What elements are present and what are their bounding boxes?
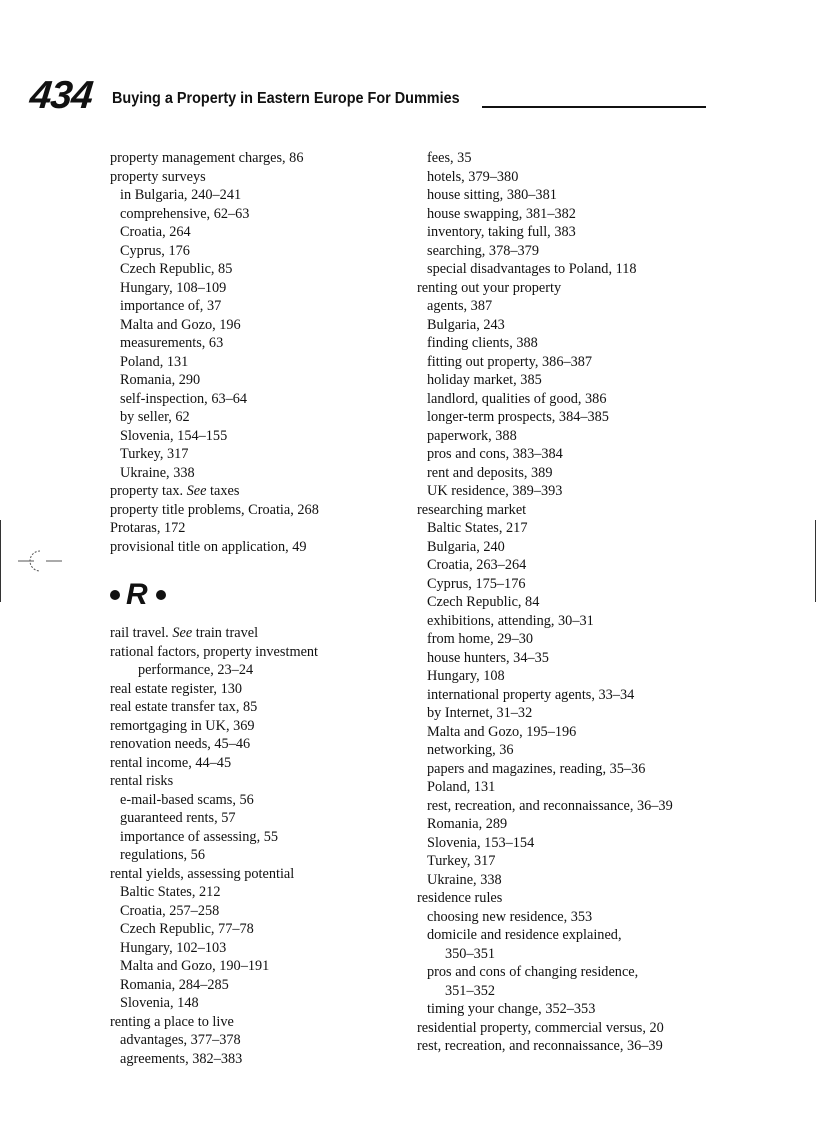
index-entry: self-inspection, 63–64 (120, 390, 248, 407)
index-entry: pros and cons of changing residence, (427, 964, 639, 980)
index-entry: Malta and Gozo, 190–191 (120, 958, 270, 974)
index-column-left (110, 149, 400, 1068)
index-entry: residence rules (417, 890, 503, 906)
index-entry: Cyprus, 175–176 (427, 575, 526, 592)
index-entry: rest, recreation, and reconnaissance, 36–39 (427, 797, 673, 814)
index-entry: pros and cons, 383–384 (427, 446, 563, 462)
index-entry: rental risks (110, 773, 174, 789)
index-entry: regulations, 56 (120, 847, 205, 863)
index-entry: 350–351 (445, 945, 496, 962)
index-entry: rent and deposits, 389 (427, 464, 553, 481)
index-entry: 351–352 (445, 982, 496, 999)
index-entry: Romania, 289 (427, 816, 508, 832)
index-entry: importance of, 37 (120, 298, 222, 314)
index-entry: from home, 29–30 (427, 631, 534, 647)
index-entry: provisional title on application, 49 (110, 538, 307, 555)
index-entry: Hungary, 102–103 (120, 939, 227, 956)
index-entry: hotels, 379–380 (427, 168, 519, 185)
index-entry: property surveys (110, 168, 206, 185)
index-entry: rental yields, assessing potential (110, 865, 295, 882)
index-entry: house swapping, 381–382 (427, 205, 576, 222)
index-entry: Protaras, 172 (110, 520, 186, 536)
index-entry: comprehensive, 62–63 (120, 205, 250, 222)
index-entry: by seller, 62 (120, 409, 190, 425)
index-entry: exhibitions, attending, 30–31 (427, 612, 594, 629)
index-column-right (417, 149, 727, 1056)
section-heading-r (110, 568, 400, 620)
index-entry: inventory, taking full, 383 (427, 224, 576, 240)
crop-registration-icon (18, 548, 64, 574)
index-entry: property tax. See taxes (110, 483, 240, 499)
index-entry: importance of assessing, 55 (120, 828, 279, 845)
index-entries-r (110, 624, 400, 1068)
index-entry: Malta and Gozo, 196 (120, 316, 241, 333)
index-entry: e-mail-based scams, 56 (120, 791, 254, 808)
index-entry: choosing new residence, 353 (427, 908, 593, 925)
index-entry: researching market (417, 501, 527, 518)
index-entry: Slovenia, 148 (120, 995, 199, 1011)
index-entry: Czech Republic, 77–78 (120, 921, 254, 937)
index-entry: UK residence, 389–393 (427, 483, 563, 499)
index-entry: agents, 387 (427, 298, 493, 314)
index-entry: fitting out property, 386–387 (427, 353, 593, 370)
index-entry: in Bulgaria, 240–241 (120, 187, 242, 203)
bullet-dot-icon (156, 590, 166, 600)
index-entry: landlord, qualities of good, 386 (427, 390, 607, 407)
index-entry: searching, 378–379 (427, 242, 539, 259)
index-entry: renovation needs, 45–46 (110, 736, 251, 752)
index-entry: property management charges, 86 (110, 150, 304, 166)
index-entry: renting out your property (417, 279, 562, 296)
index-entry: house sitting, 380–381 (427, 187, 557, 203)
index-entry: rail travel. See train travel (110, 625, 259, 641)
index-entry: Romania, 290 (120, 372, 201, 388)
index-entry: Slovenia, 153–154 (427, 834, 535, 851)
index-entry: guaranteed rents, 57 (120, 810, 236, 826)
index-entry: remortgaging in UK, 369 (110, 717, 255, 734)
index-entry: holiday market, 385 (427, 372, 542, 388)
index-entry: advantages, 377–378 (120, 1032, 241, 1048)
header-rule (482, 106, 706, 108)
index-entry: paperwork, 388 (427, 427, 517, 444)
index-entry: real estate transfer tax, 85 (110, 699, 258, 715)
index-entry: finding clients, 388 (427, 335, 538, 351)
index-entry: renting a place to live (110, 1013, 234, 1030)
index-entry: rational factors, property investment (110, 643, 319, 660)
crop-mark-left (0, 520, 1, 602)
bullet-dot-icon (110, 590, 120, 600)
index-entry: Turkey, 317 (120, 446, 189, 462)
index-entry: measurements, 63 (120, 335, 224, 351)
index-entry: Cyprus, 176 (120, 242, 190, 259)
index-entry: fees, 35 (427, 150, 472, 166)
section-letter: R (126, 578, 148, 612)
index-entry: by Internet, 31–32 (427, 705, 533, 721)
index-entry: Slovenia, 154–155 (120, 427, 228, 444)
index-entry: longer-term prospects, 384–385 (427, 409, 609, 425)
index-entry: domicile and residence explained, (427, 927, 622, 943)
index-entry: performance, 23–24 (138, 662, 254, 678)
index-entry: special disadvantages to Poland, 118 (427, 261, 637, 277)
index-entry: house hunters, 34–35 (427, 649, 549, 666)
index-entry: Croatia, 257–258 (120, 902, 220, 919)
index-entry: timing your change, 352–353 (427, 1001, 596, 1017)
index-entries-p (110, 149, 400, 556)
page-header (27, 74, 706, 117)
index-entry: Hungary, 108 (427, 668, 505, 684)
index-entry: real estate register, 130 (110, 680, 243, 697)
index-entry: Poland, 131 (427, 779, 496, 795)
index-entry: rental income, 44–45 (110, 754, 232, 771)
index-entry: Baltic States, 212 (120, 884, 221, 900)
index-entry: Czech Republic, 85 (120, 261, 233, 277)
index-entry: Poland, 131 (120, 353, 189, 370)
index-entry: Bulgaria, 240 (427, 538, 505, 555)
index-entries-r-continued (417, 149, 727, 1056)
index-entry: Baltic States, 217 (427, 520, 528, 536)
index-entry: networking, 36 (427, 742, 514, 758)
index-entry: Bulgaria, 243 (427, 316, 505, 333)
index-entry: Hungary, 108–109 (120, 279, 227, 296)
index-entry: property title problems, Croatia, 268 (110, 501, 319, 518)
page-number: 434 (27, 74, 95, 117)
index-entry: Croatia, 264 (120, 224, 191, 240)
index-entry: Romania, 284–285 (120, 976, 229, 993)
index-entry: Ukraine, 338 (427, 871, 502, 888)
index-entry: Ukraine, 338 (120, 464, 195, 481)
index-entry: Croatia, 263–264 (427, 557, 527, 573)
book-title: Buying a Property in Eastern Europe For Dummies (112, 90, 460, 107)
index-entry: Czech Republic, 84 (427, 594, 540, 610)
index-entry: international property agents, 33–34 (427, 686, 635, 703)
index-entry: papers and magazines, reading, 35–36 (427, 760, 646, 777)
index-entry: rest, recreation, and reconnaissance, 36–39 (417, 1038, 663, 1054)
index-entry: Turkey, 317 (427, 853, 496, 869)
index-entry: agreements, 382–383 (120, 1050, 243, 1067)
index-entry: Malta and Gozo, 195–196 (427, 723, 577, 740)
index-entry: residential property, commercial versus, 20 (417, 1019, 664, 1036)
